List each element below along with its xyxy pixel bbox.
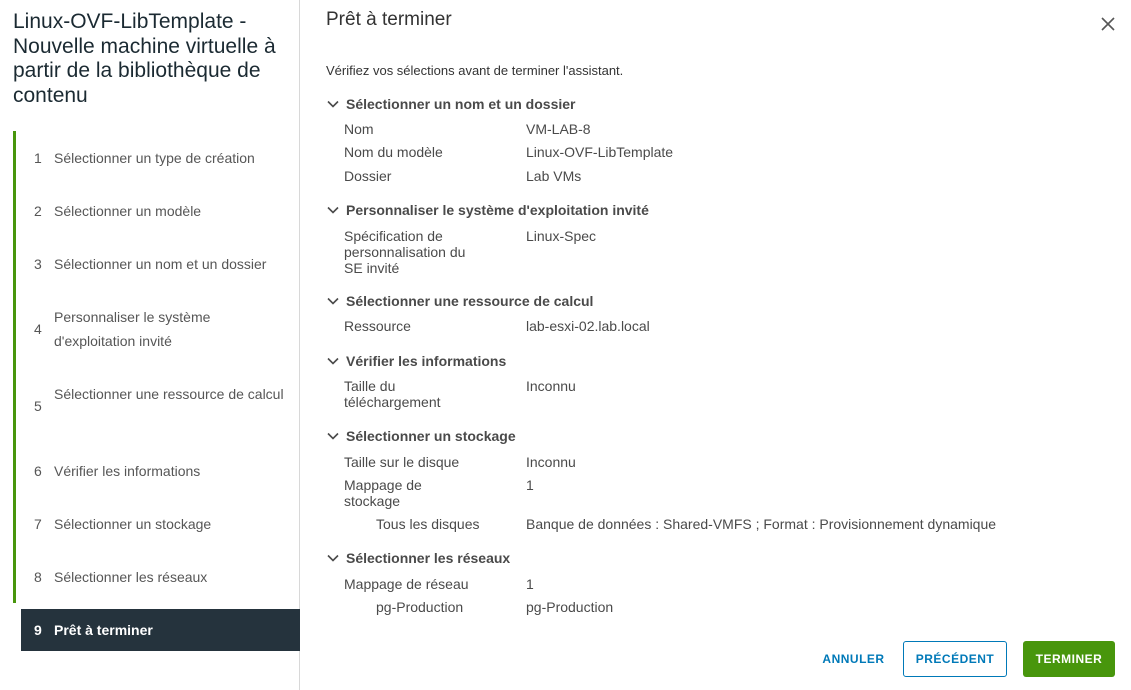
- section-review-details-header[interactable]: [326, 353, 506, 369]
- section-compute-resource-header[interactable]: [326, 293, 593, 309]
- step-label: Vérifier les informations: [54, 463, 201, 479]
- row-key: Ressource: [344, 318, 411, 334]
- section-networks-header[interactable]: [326, 550, 510, 566]
- step-progress-bar: [13, 550, 16, 603]
- wizard-title: Linux-OVF-LibTemplate - Nouvelle machine virtuelle à partir de la bibliothèque de contenu: [13, 10, 276, 107]
- step-number: 8: [34, 569, 42, 585]
- chevron-down-icon: [326, 294, 340, 308]
- section-title: Sélectionner un stockage: [346, 428, 516, 444]
- row-value: VM-LAB-8: [526, 121, 591, 137]
- row-key: Dossier: [344, 168, 392, 184]
- step-7[interactable]: [13, 497, 300, 550]
- step-label: Sélectionner les réseaux: [54, 569, 208, 585]
- step-number: 7: [34, 516, 42, 532]
- close-icon[interactable]: [1100, 16, 1116, 32]
- step-4[interactable]: [13, 290, 300, 367]
- step-label: Sélectionner une ressource de calcul: [54, 386, 284, 402]
- step-progress-bar: [13, 497, 16, 550]
- row-key: Tous les disques: [376, 516, 480, 532]
- step-8[interactable]: [13, 550, 300, 603]
- section-name-folder-header[interactable]: [326, 96, 575, 112]
- row-value: 1: [526, 576, 534, 592]
- row-value: Lab VMs: [526, 168, 582, 184]
- chevron-down-icon: [326, 354, 340, 368]
- step-label: Sélectionner un stockage: [54, 516, 212, 532]
- chevron-down-icon: [326, 429, 340, 443]
- row-value: Linux-OVF-LibTemplate: [526, 144, 674, 160]
- chevron-down-icon: [326, 97, 340, 111]
- step-progress-bar: [13, 290, 16, 367]
- step-progress-bar: [13, 184, 16, 237]
- section-title: Personnaliser le système d'exploitation invité: [346, 202, 649, 218]
- step-progress-bar: [13, 367, 16, 444]
- step-number: 6: [34, 463, 42, 479]
- row-value: lab-esxi-02.lab.local: [526, 318, 650, 334]
- step-number: 4: [34, 321, 42, 337]
- wizard-sidebar: [0, 0, 300, 690]
- intro-text: Vérifiez vos sélections avant de terminer l'assistant.: [326, 63, 624, 78]
- row-key: Nom: [344, 121, 374, 137]
- row-key: pg-Production: [376, 599, 464, 615]
- step-label: Prêt à terminer: [54, 622, 153, 638]
- step-number: 9: [34, 622, 42, 638]
- section-title: Sélectionner un nom et un dossier: [346, 96, 576, 112]
- wizard-content: [301, 0, 1131, 690]
- step-9-active[interactable]: [21, 609, 300, 651]
- row-key: Taille sur le disque: [344, 454, 460, 470]
- step-2[interactable]: [13, 184, 300, 237]
- row-value: 1: [526, 477, 534, 493]
- step-progress-bar: [13, 131, 16, 184]
- section-title: Sélectionner les réseaux: [346, 550, 511, 566]
- step-6[interactable]: [13, 444, 300, 497]
- chevron-down-icon: [326, 551, 340, 565]
- step-number: 2: [34, 203, 42, 219]
- step-3[interactable]: [13, 237, 300, 290]
- row-value: Linux-Spec: [526, 228, 597, 244]
- row-value: Inconnu: [526, 454, 576, 470]
- previous-button[interactable]: PRÉCÉDENT: [903, 641, 1007, 677]
- row-key: Taille du téléchargement: [344, 378, 441, 410]
- cancel-button[interactable]: ANNULER: [822, 652, 885, 666]
- page-title: Prêt à terminer: [326, 9, 452, 30]
- chevron-down-icon: [326, 203, 340, 217]
- step-number: 3: [34, 256, 42, 272]
- row-key: Mappage de réseau: [344, 576, 469, 592]
- step-label: Sélectionner un modèle: [54, 203, 202, 219]
- step-number: 1: [34, 150, 42, 166]
- step-label: Personnaliser le système d'exploitation invité: [54, 309, 211, 349]
- step-label: Sélectionner un type de création: [54, 150, 255, 166]
- row-key: Spécification de personnalisation du SE invité: [344, 228, 466, 276]
- row-value: Banque de données : Shared-VMFS ; Format : Provisionnement dynamique: [526, 516, 997, 532]
- section-title: Sélectionner une ressource de calcul: [346, 293, 594, 309]
- section-guest-os-header[interactable]: [326, 202, 649, 218]
- step-5[interactable]: [13, 367, 300, 444]
- step-progress-bar: [13, 444, 16, 497]
- row-value: pg-Production: [526, 599, 614, 615]
- row-value: Inconnu: [526, 378, 576, 394]
- step-1[interactable]: [13, 131, 300, 184]
- step-label: Sélectionner un nom et un dossier: [54, 256, 267, 272]
- section-storage-header[interactable]: [326, 428, 516, 444]
- row-key: Mappage de stockage: [344, 477, 422, 509]
- step-progress-bar: [13, 237, 16, 290]
- finish-button[interactable]: TERMINER: [1023, 641, 1115, 677]
- section-title: Vérifier les informations: [346, 353, 507, 369]
- row-key: Nom du modèle: [344, 144, 443, 160]
- step-number: 5: [34, 398, 42, 414]
